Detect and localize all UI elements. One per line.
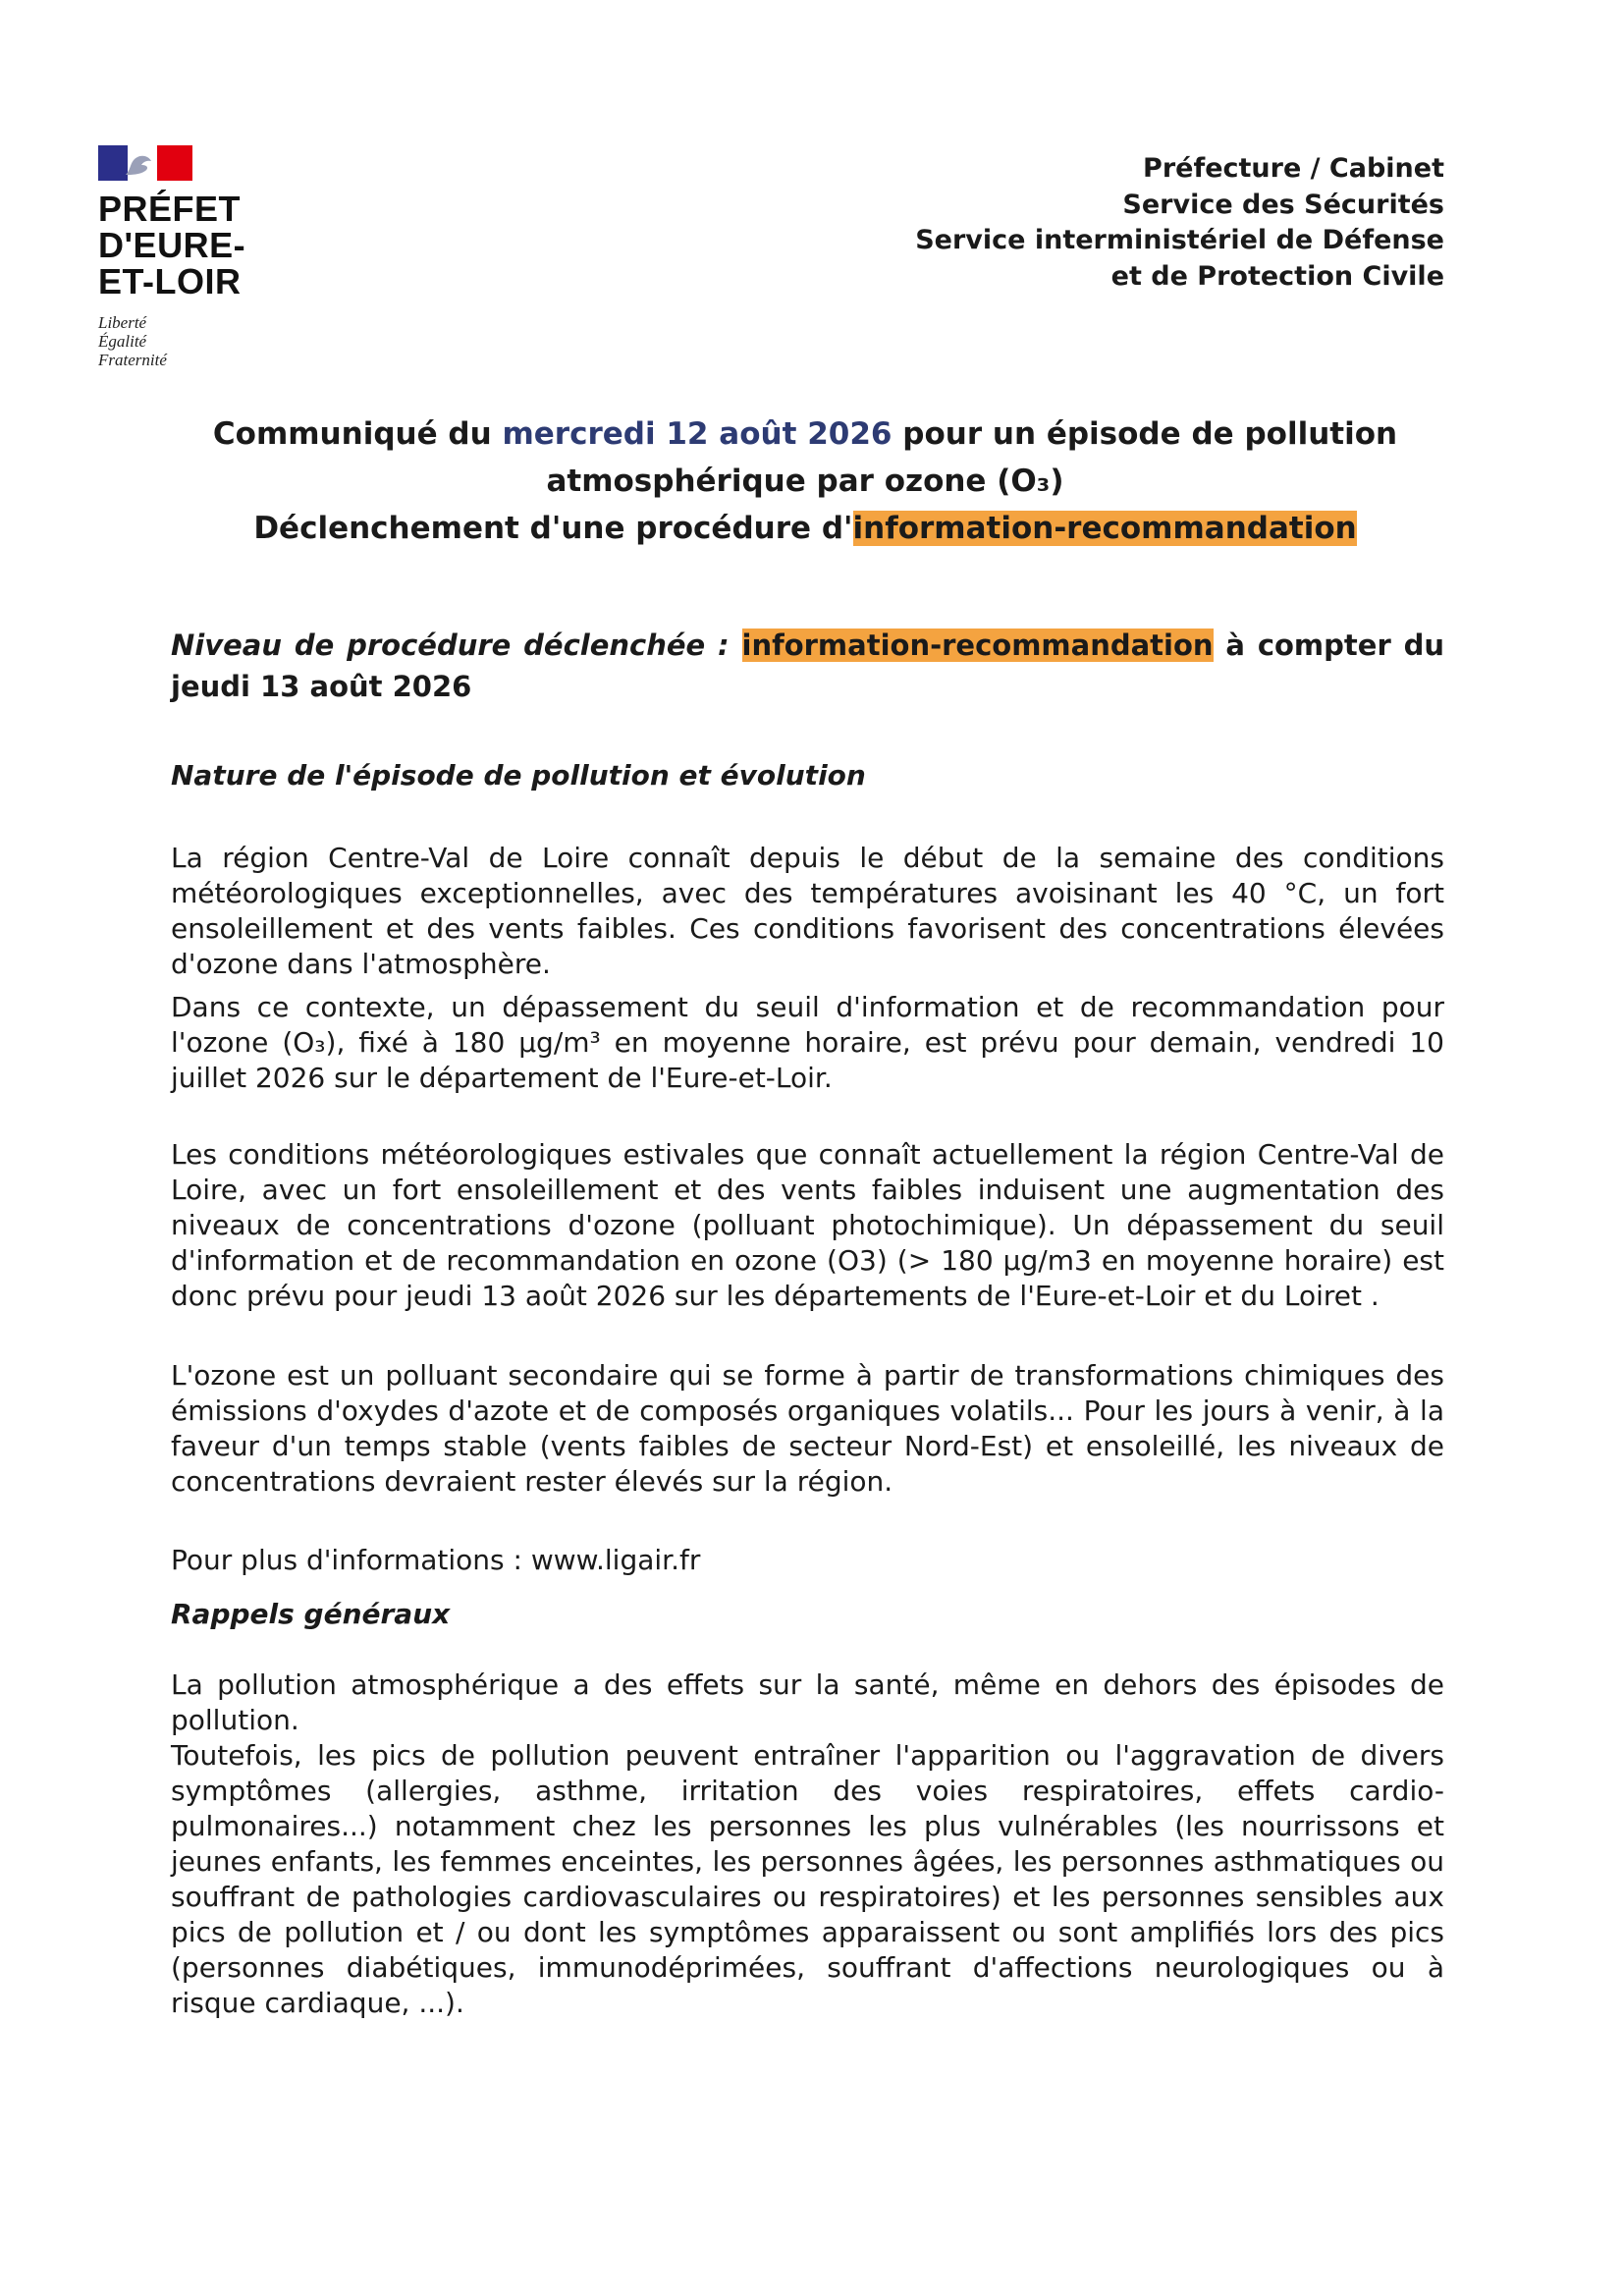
service-line-2: Service des Sécurités (1122, 189, 1444, 220)
motto-fraternite: Fraternité (98, 351, 167, 369)
procedure-level-value: information-recommandation (741, 629, 1214, 662)
flag-white-band (128, 145, 157, 181)
service-line-1: Préfecture / Cabinet (1143, 153, 1444, 184)
more-info-link: Pour plus d'informations : www.ligair.fr (171, 1544, 701, 1576)
procedure-level (171, 625, 1444, 707)
title-highlight: information-recommandation (852, 511, 1357, 546)
title-suffix: pour un épisode de pollution (892, 416, 1398, 452)
title-prefix: Communiqué du (212, 416, 503, 452)
service-line-3: Service interministériel de Défense (915, 225, 1444, 255)
title-line-1 (167, 410, 1443, 458)
title-date: mercredi 12 août 2026 (502, 416, 893, 452)
communique-title (167, 410, 1443, 552)
motto-egalite: Égalité (98, 332, 147, 351)
logo-line-3: ET-LOIR (98, 261, 242, 301)
logo-title (98, 191, 255, 300)
service-block (915, 151, 1444, 295)
flag-red-band (157, 145, 192, 181)
logo-line-1: PRÉFET (98, 189, 242, 229)
title-line-3 (167, 505, 1443, 552)
title-line3-prefix: Déclenchement d'une procédure d' (253, 511, 853, 546)
prefecture-logo (98, 145, 255, 369)
section1-paragraph-3: Les conditions météorologiques estivales que connaît actuellement la région Centre-Val de Loire, avec un fort ensoleillement et des vents faibles induisent une augmentation des niveaux de concentrations d'ozone (polluant photochimique). Un dépassement du seuil d'information et de recommandation en ozone (O3) (> 180 µg/m3 en moyenne horaire) est donc prévu pour jeudi 13 août 2026 sur les départements de l'Eure-et-Loir et du Loiret . (171, 1138, 1444, 1312)
section2-heading: Rappels généraux (171, 1598, 451, 1630)
procedure-level-label: Niveau de procédure déclenchée : (171, 629, 730, 662)
section2-paragraph-2: Toutefois, les pics de pollution peuvent entraîner l'apparition ou l'aggravation de divers symptômes (allergies, asthme, irritation des voies respiratoires, effets cardio-pulmonaires...) notamment chez les personnes les plus vulnérables (les nourrissons et jeunes enfants, les femmes enceintes, les personnes âgées, les personnes asthmatiques ou souffrant de pathologies cardiovasculaires ou respiratoires) et les personnes sensibles aux pics de pollution et / ou dont les symptômes apparaissent ou sont amplifiés lors des pics (personnes diabétiques, immunodéprimées, souffrant d'affections neurologiques ou à risque cardiaque, ...). (171, 1739, 1444, 2019)
logo-motto (98, 313, 255, 369)
section2-paragraph-1: La pollution atmosphérique a des effets sur la santé, même en dehors des épisodes de pollution. (171, 1668, 1444, 1736)
title-line-2: atmosphérique par ozone (O₃) (546, 464, 1064, 499)
logo-line-2: D'EURE- (98, 225, 246, 265)
marianne-profile-icon (120, 151, 159, 177)
section1-paragraph-4: L'ozone est un polluant secondaire qui se forme à partir de transformations chimiques des émissions d'oxydes d'azote et de composés organiques volatils... Pour les jours à venir, à la faveur d'un temps stable (vents faibles de secteur Nord-Est) et ensoleillé, les niveaux de concentrations devraient rester élevés sur la région. (171, 1359, 1444, 1498)
section1-paragraph-1: La région Centre-Val de Loire connaît depuis le début de la semaine des conditions météorologiques exceptionnelles, avec des températures avoisinant les 40 °C, un fort ensoleillement et des vents faibles. Ces conditions favorisent des concentrations élevées d'ozone dans l'atmosphère. (171, 842, 1444, 980)
section1-paragraph-2: Dans ce contexte, un dépassement du seuil d'information et de recommandation pour l'ozone (O₃), fixé à 180 µg/m³ en moyenne horaire, est prévu pour demain, vendredi 10 juillet 2026 sur le département de l'Eure-et-Loir. (171, 991, 1444, 1094)
motto-liberte: Liberté (98, 313, 147, 332)
section1-heading: Nature de l'épisode de pollution et évolution (171, 759, 866, 792)
procedure-level-date: à compter du jeudi 13 août 2026 (171, 629, 1444, 703)
service-line-4: et de Protection Civile (1110, 260, 1444, 292)
marianne-flag-icon (98, 145, 192, 181)
